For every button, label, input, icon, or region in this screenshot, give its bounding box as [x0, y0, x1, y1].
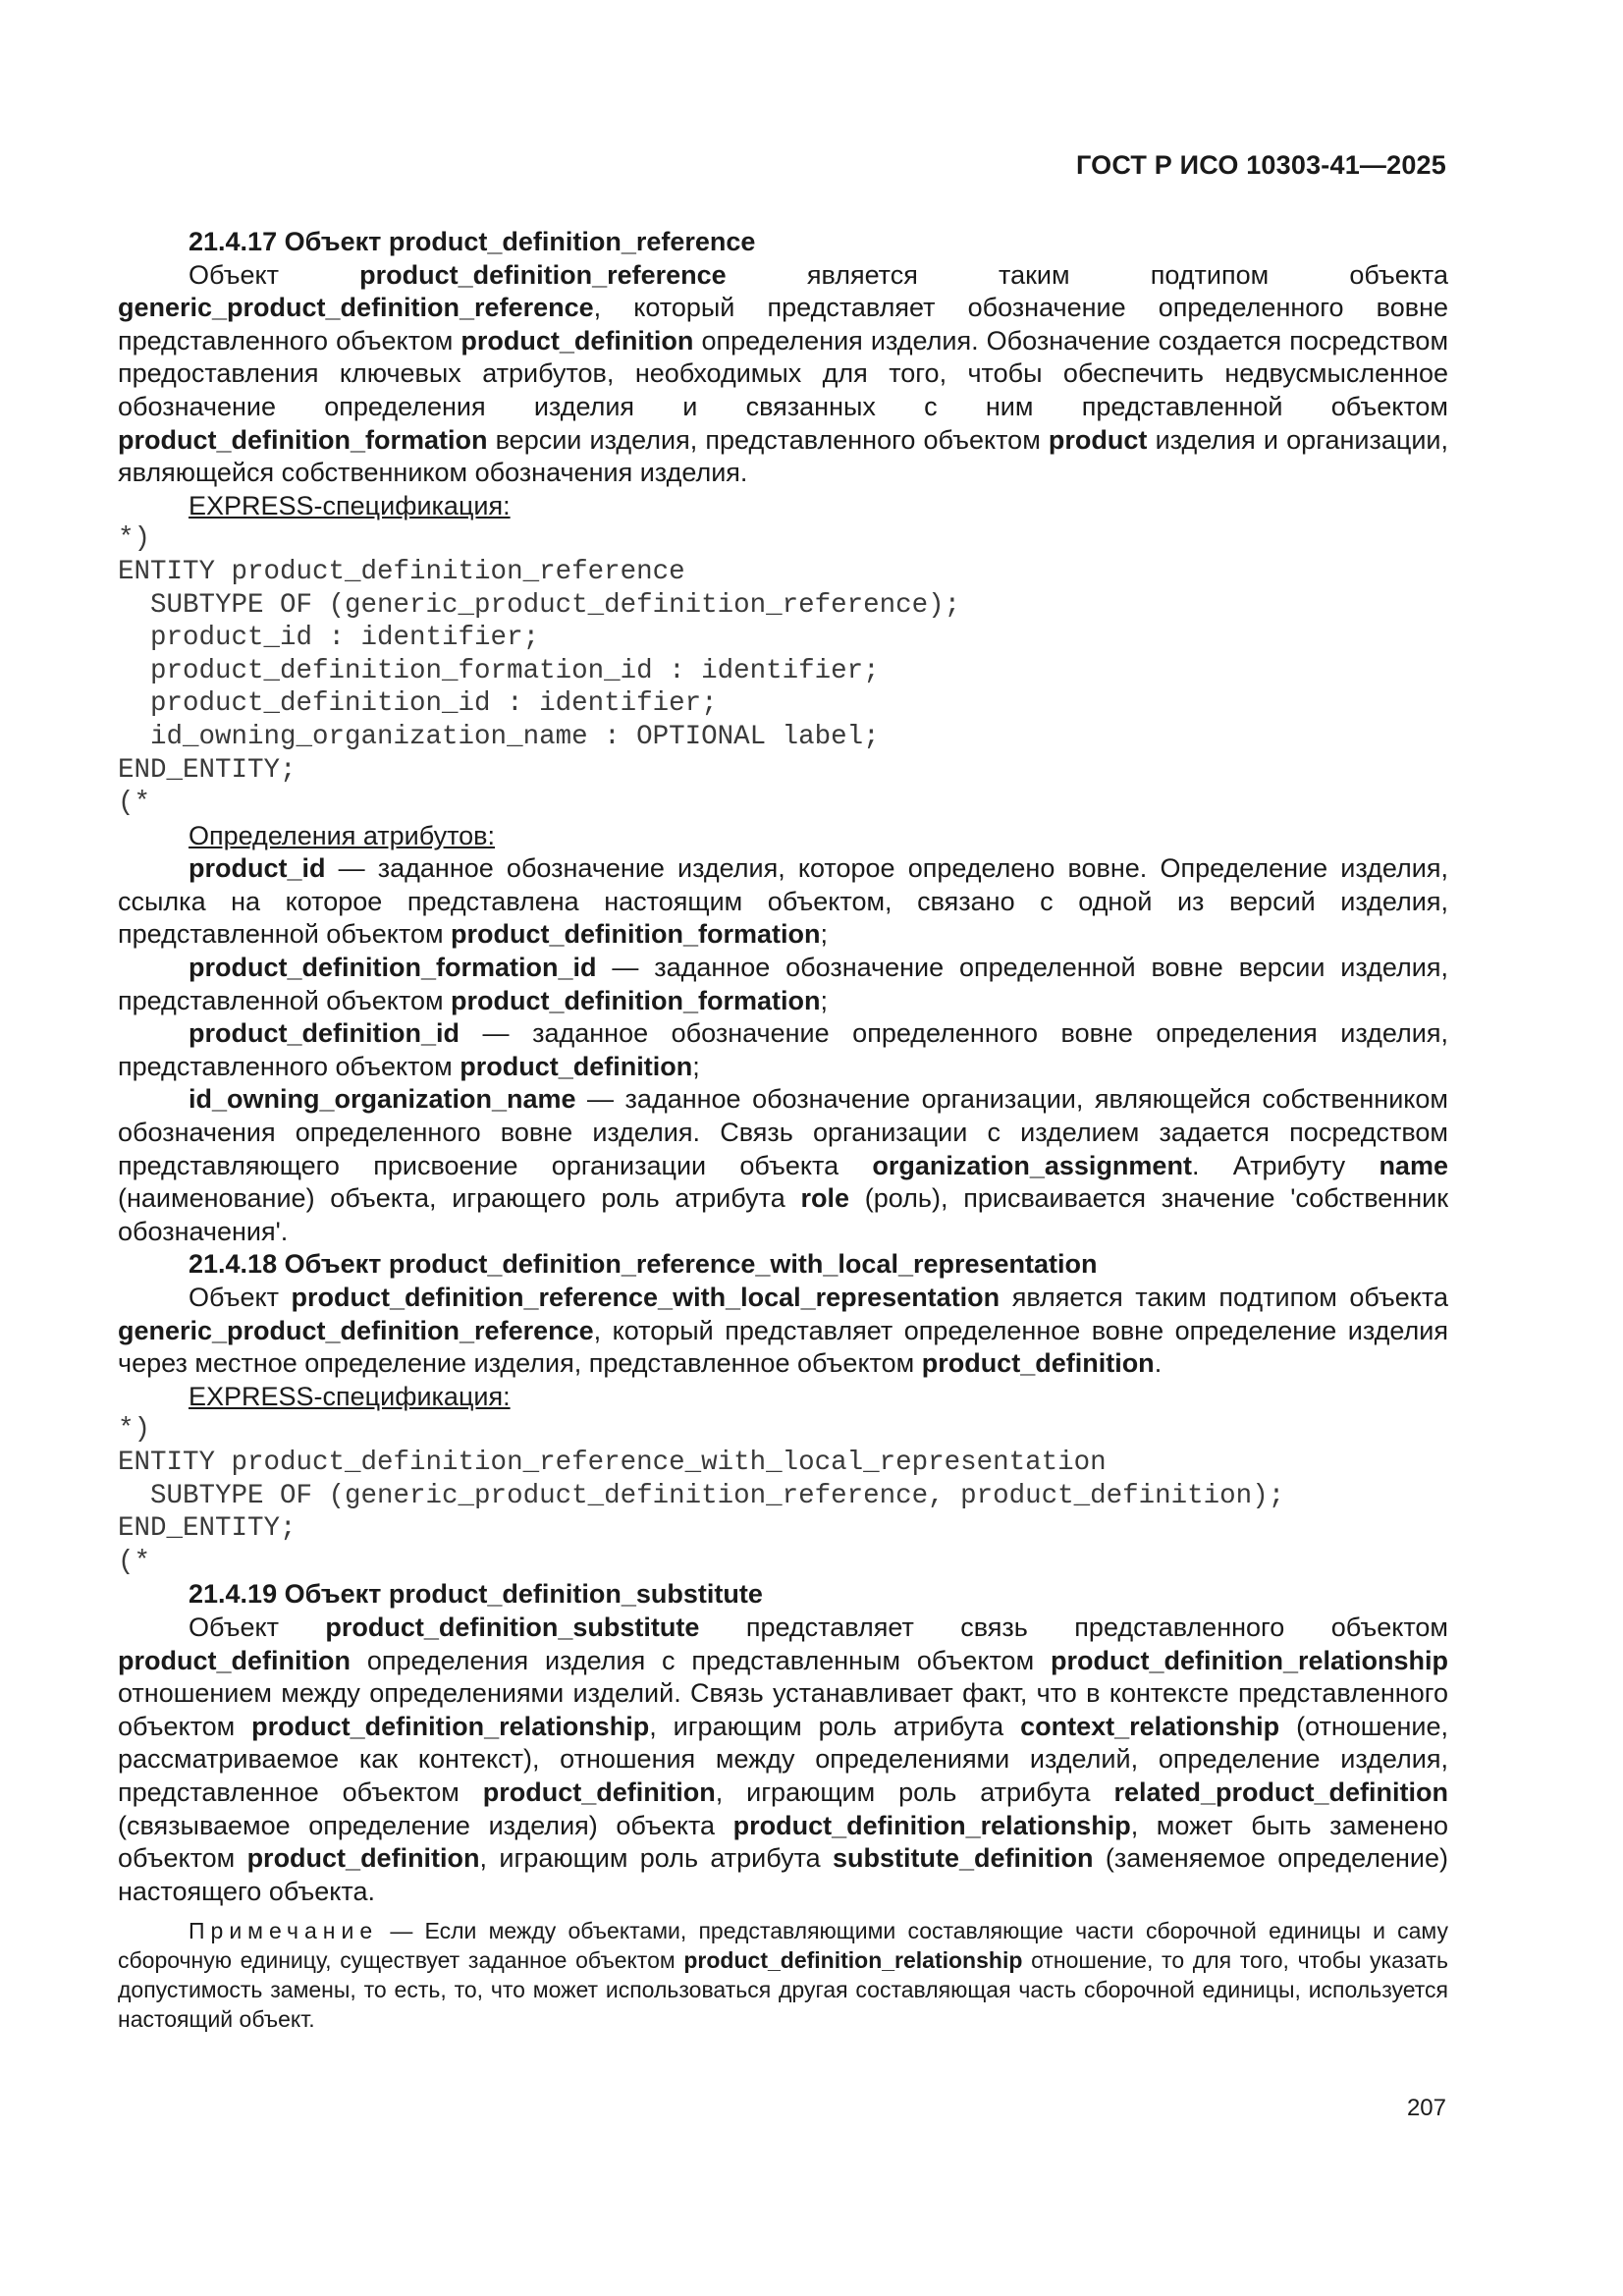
section-heading-21-4-19: 21.4.19 Объект product_definition_substitute — [189, 1579, 763, 1610]
entity-name: product_definition_substitute — [325, 1612, 700, 1642]
note-label: Примечание — [189, 1918, 379, 1944]
section-heading-21-4-18: 21.4.18 Объект product_definition_reference_with_local_representation — [189, 1249, 1098, 1280]
attribute-definition — [118, 1083, 1448, 1248]
entity-name: product_definition_relationship — [1050, 1645, 1448, 1675]
entity-name: product_definition_formation — [118, 424, 488, 455]
text-run: (роль), присваивается значение 'собственник обозначения'. — [118, 1183, 1449, 1246]
express-code-block: *) ENTITY product_definition_reference SUBTYPE OF (generic_product_definition_reference); product_id : identifier; product_definition_formation_id : identifier; product_definition_id : identifier; id_owning_organization_name : OPTIONAL label; END_ENTITY; (* — [118, 523, 961, 819]
express-spec-label: EXPRESS-спецификация: — [189, 490, 511, 520]
entity-name: generic_product_definition_reference — [118, 293, 594, 323]
entity-name: product_definition_formation_id — [189, 953, 597, 983]
entity-name: product_definition — [246, 1843, 480, 1874]
note — [118, 1916, 1448, 2034]
text-run: Объект — [189, 1612, 326, 1642]
text-run: ; — [820, 919, 829, 950]
entity-name: role — [800, 1183, 849, 1214]
text-run: , может быть заменено объектом — [118, 1810, 1448, 1874]
entity-name: product_id — [189, 853, 326, 884]
entity-name: product_definition_formation — [451, 919, 821, 950]
entity-name: product_definition — [460, 1051, 693, 1081]
paragraph — [118, 1282, 1448, 1381]
page-number: 207 — [1406, 2095, 1446, 2121]
section-heading-21-4-17: 21.4.17 Объект product_definition_reference — [189, 227, 756, 256]
entity-name: product_definition — [482, 1777, 716, 1807]
entity-name: id_owning_organization_name — [189, 1084, 576, 1115]
text-run: (заменяемое определение) настоящего объекта. — [118, 1843, 1448, 1906]
attribute-definition — [118, 1017, 1448, 1083]
text-run: — заданное обозначение изделия, которое определено вовне. Определение изделия, ссылка на которое представлена настоящим объектом, связано с одной из версий изделия, представленной объектом — [118, 853, 1448, 950]
entity-name: generic_product_definition_reference — [118, 1315, 594, 1345]
text-run: отношение, то для того, чтобы указать допустимость замены, то есть, то, что может использоваться другая составляющая часть сборочной единицы, используется настоящий объект. — [118, 1947, 1448, 2033]
attribute-definition — [118, 852, 1448, 952]
text-run: . — [1154, 1348, 1163, 1379]
text-run: , играющим роль атрибута — [715, 1777, 1114, 1807]
text-run: (связываемое определение изделия) объекта — [118, 1810, 733, 1840]
entity-name: related_product_definition — [1113, 1777, 1448, 1807]
text-run: ; — [692, 1051, 700, 1081]
text-run: отношением между определениями изделий. Связь устанавливает факт, что в контексте представленного объектом — [118, 1678, 1448, 1741]
text-run: изделия и организации, являющейся собственником обозначения изделия. — [118, 424, 1448, 488]
text-run: ; — [820, 985, 829, 1015]
text-run: (отношение, рассматриваемое как контекст), отношения между определениями изделий, определение изделия, представленное объектом — [118, 1711, 1448, 1807]
entity-name: product_definition_id — [189, 1018, 460, 1049]
entity-name: name — [1379, 1150, 1448, 1180]
text-run: версии изделия, представленного объектом — [487, 424, 1049, 455]
entity-name: product_definition — [921, 1348, 1155, 1379]
entity-name: substitute_definition — [833, 1843, 1094, 1874]
entity-name: product_definition_reference — [359, 259, 727, 290]
text-run: (наименование) объекта, играющего роль атрибута — [118, 1183, 801, 1214]
entity-name: product_definition_relationship — [732, 1810, 1131, 1840]
text-run: , играющим роль атрибута — [649, 1711, 1021, 1741]
text-run: — заданное обозначение определенного вовне определения изделия, представленного объектом — [118, 1018, 1448, 1081]
entity-name: product_definition_relationship — [683, 1947, 1023, 1974]
entity-name: product_definition — [118, 1645, 351, 1675]
text-run: Объект — [189, 259, 360, 290]
text-run: является таким подтипом объекта — [1000, 1283, 1448, 1312]
entity-name: product_definition — [460, 325, 694, 355]
attribute-definitions-label: Определения атрибутов: — [189, 820, 496, 850]
attribute-definition — [118, 952, 1448, 1017]
express-spec-label: EXPRESS-спецификация: — [189, 1381, 511, 1411]
entity-name: product_definition_reference_with_local_representation — [291, 1283, 1001, 1312]
entity-name: product — [1048, 424, 1148, 455]
text-run: — Если между объектами, представляющими составляющие части сборочной единицы и саму сборочную единицу, существует заданное объектом — [118, 1918, 1448, 1974]
text-run: — заданное обозначение определенной вовне версии изделия, представленной объектом — [118, 953, 1448, 1015]
text-run: определения изделия с представленным объектом — [350, 1645, 1051, 1675]
entity-name: product_definition_formation — [451, 985, 821, 1015]
text-run: , который представляет обозначение определенного вовне представленного объектом — [118, 293, 1448, 355]
text-run: представляет связь представленного объектом — [699, 1612, 1448, 1642]
text-run: является таким подтипом объекта — [726, 259, 1448, 290]
entity-name: organization_assignment — [872, 1150, 1192, 1180]
text-run: определения изделия. Обозначение создается посредством предоставления ключевых атрибутов, необходимых для того, чтобы обеспечить недвусмысленное обозначение определения изделия и связанных с ним представленной объектом — [118, 325, 1449, 421]
text-run: — заданное обозначение организации, являющейся собственником обозначения определенного вовне изделия. Связь организации с изделием задается посредством представляющего присвоение организации объекта — [118, 1084, 1448, 1180]
paragraph — [118, 259, 1448, 490]
paragraph — [118, 1612, 1448, 1908]
express-code-block: *) ENTITY product_definition_reference_with_local_representation SUBTYPE OF (generic_product_definition_reference, product_definition); END_ENTITY; (* — [118, 1414, 1285, 1577]
document-header: ГОСТ Р ИСО 10303-41—2025 — [1076, 150, 1446, 180]
text-run: , который представляет определенное вовне определение изделия через местное определение изделия, представленное объектом — [118, 1315, 1448, 1379]
text-run: Объект — [189, 1283, 292, 1312]
text-run: , играющим роль атрибута — [479, 1843, 834, 1874]
page-content — [118, 226, 1448, 2034]
entity-name: product_definition_relationship — [251, 1711, 650, 1741]
text-run: . Атрибуту — [1191, 1150, 1380, 1180]
entity-name: context_relationship — [1020, 1711, 1280, 1741]
